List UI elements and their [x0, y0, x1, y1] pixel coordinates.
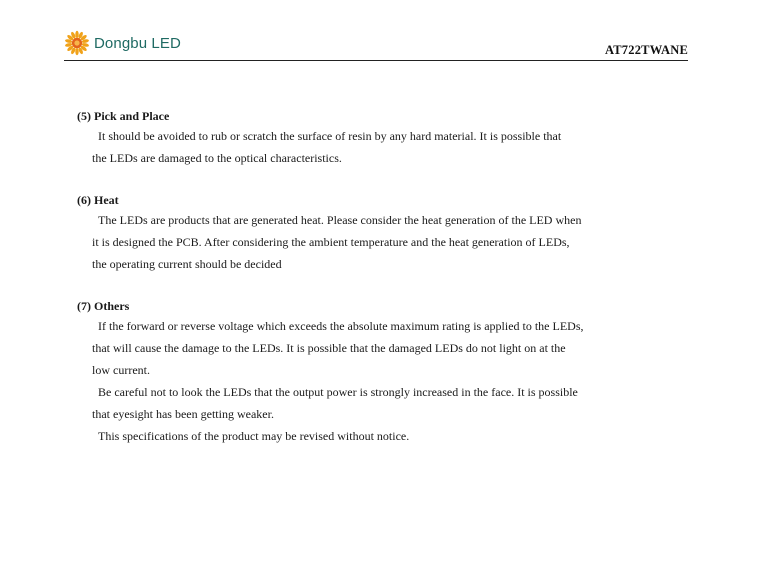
paragraph-line: Be careful not to look the LEDs that the output power is strongly increased in the face. It is possible — [98, 385, 578, 399]
page-header — [64, 26, 688, 62]
section-others — [77, 297, 637, 447]
section-title: (5) Pick and Place — [77, 109, 170, 123]
logo-text: Dongbu LED — [94, 34, 181, 52]
sunflower-logo-icon — [64, 30, 90, 56]
paragraph-line: The LEDs are products that are generated heat. Please consider the heat generation of the LED when — [98, 213, 582, 227]
paragraph-line: It should be avoided to rub or scratch the surface of resin by any hard material. It is possible that — [98, 129, 562, 143]
section-heat — [77, 191, 637, 275]
section-title: (6) Heat — [77, 193, 119, 207]
paragraph-line: low current. — [92, 363, 150, 377]
paragraph-line: the LEDs are damaged to the optical characteristics. — [92, 151, 342, 165]
paragraph-line: If the forward or reverse voltage which exceeds the absolute maximum rating is applied to the LEDs, — [98, 319, 584, 333]
section-pick-and-place — [77, 107, 637, 169]
document-code: AT722TWANE — [604, 43, 688, 57]
paragraph-line: that will cause the damage to the LEDs. It is possible that the damaged LEDs do not light on at the — [92, 341, 566, 355]
document-body — [77, 107, 637, 447]
paragraph-line: the operating current should be decided — [92, 257, 282, 271]
company-logo — [64, 28, 181, 58]
section-title: (7) Others — [77, 299, 130, 313]
paragraph-line: This specifications of the product may be revised without notice. — [98, 429, 410, 443]
paragraph-line: that eyesight has been getting weaker. — [92, 407, 274, 421]
header-divider — [64, 60, 688, 61]
paragraph-line: it is designed the PCB. After considering the ambient temperature and the heat generation of LEDs, — [92, 235, 570, 249]
